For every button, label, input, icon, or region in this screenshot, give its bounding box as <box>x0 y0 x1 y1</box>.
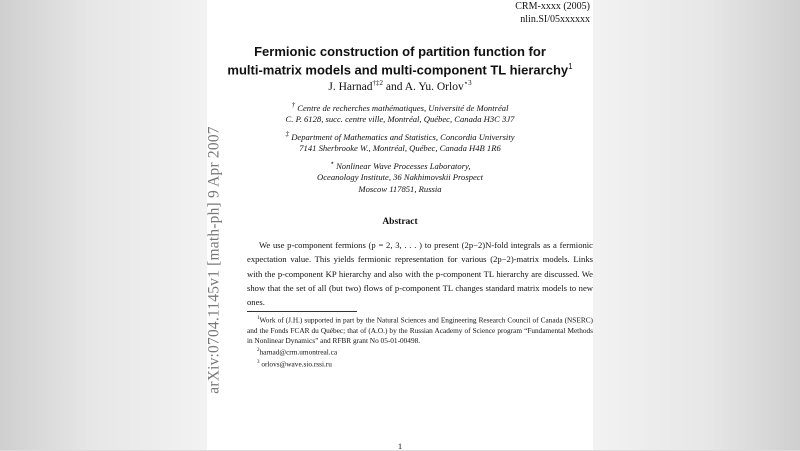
affiliation-oceanology <box>0 158 800 195</box>
affiliation-line: Oceanology Institute, 36 Nakhimovskii Prospect <box>316 172 484 183</box>
affiliation-line: ⋆ Nonlinear Wave Processes Laboratory, <box>329 158 471 171</box>
title-footnote-mark: 1 <box>568 62 573 71</box>
abstract-heading: Abstract <box>382 217 418 227</box>
affiliation-line: C. P. 6128, succ. centre ville, Montréal, Québec, Canada H3C 3J7 <box>285 114 515 125</box>
affiliation-line: † Centre de recherches mathématiques, Université de Montréal <box>291 101 509 113</box>
affiliation-crm <box>0 100 800 126</box>
abstract-text: We use p-component fermions (p = 2, 3, . . . ) to present (2p−2)N-fold integrals as a fermionic expectation value. This yields fermionic representation for various (2p−2)-matrix models. Links with the p-component KP hierarchy and also with the p-component TL hierarchy are discussed. We show that the set of all (but two) flows of p-component TL changes standard matrix models to new ones. <box>247 240 593 308</box>
report-info <box>515 0 590 26</box>
title-line-2: multi-matrix models and multi-component TL hierarchy$^1$ <box>227 62 573 78</box>
author-1-marks: †‡2 <box>372 79 383 87</box>
report-number: CRM-xxxx (2005) <box>515 1 590 12</box>
affiliation-concordia <box>0 129 800 155</box>
footnote-2: $^2$harnad@crm.umontreal.ca <box>257 347 338 357</box>
report-id: nlin.SI/05xxxxxx <box>520 14 590 25</box>
arxiv-identifier: arXiv:0704.1145v1 [math-ph] 9 Apr 2007 <box>206 126 224 394</box>
affiliations <box>0 100 800 198</box>
affiliation-line: ‡ Department of Mathematics and Statistics, Concordia University <box>285 129 515 142</box>
abstract-body <box>247 238 593 309</box>
page-number: 1 <box>397 441 403 451</box>
authors <box>0 79 800 93</box>
title-line-1: Fermionic construction of partition function for <box>254 44 546 59</box>
paper-title <box>0 44 800 77</box>
author-2: A. Yu. Orlov <box>404 80 464 93</box>
author-1: J. Harnad <box>328 80 373 93</box>
footnotes <box>247 314 593 370</box>
author-2-marks: ⋆3 <box>463 79 472 87</box>
footnote-3: $^3$ orlovs@wave.sio.rssi.ru <box>257 359 332 369</box>
affiliation-line: Moscow 117851, Russia <box>358 183 442 194</box>
footnote-rule <box>247 311 357 312</box>
footnote-1: $^1$Work of (J.H.) supported in part by the Natural Sciences and Engineering Research Council of Canada (NSERC) and the Fonds FCAR du Québec; that of (A.O.) by the Russian Academy of Science program “Fundamental Methods in Nonlinear Dynamics” and RFBR grant No 05-01-00498. <box>247 315 593 346</box>
author-and: and <box>385 80 403 93</box>
affiliation-line: 7141 Sherbrooke W., Montréal, Québec, Canada H4B 1R6 <box>299 143 501 154</box>
